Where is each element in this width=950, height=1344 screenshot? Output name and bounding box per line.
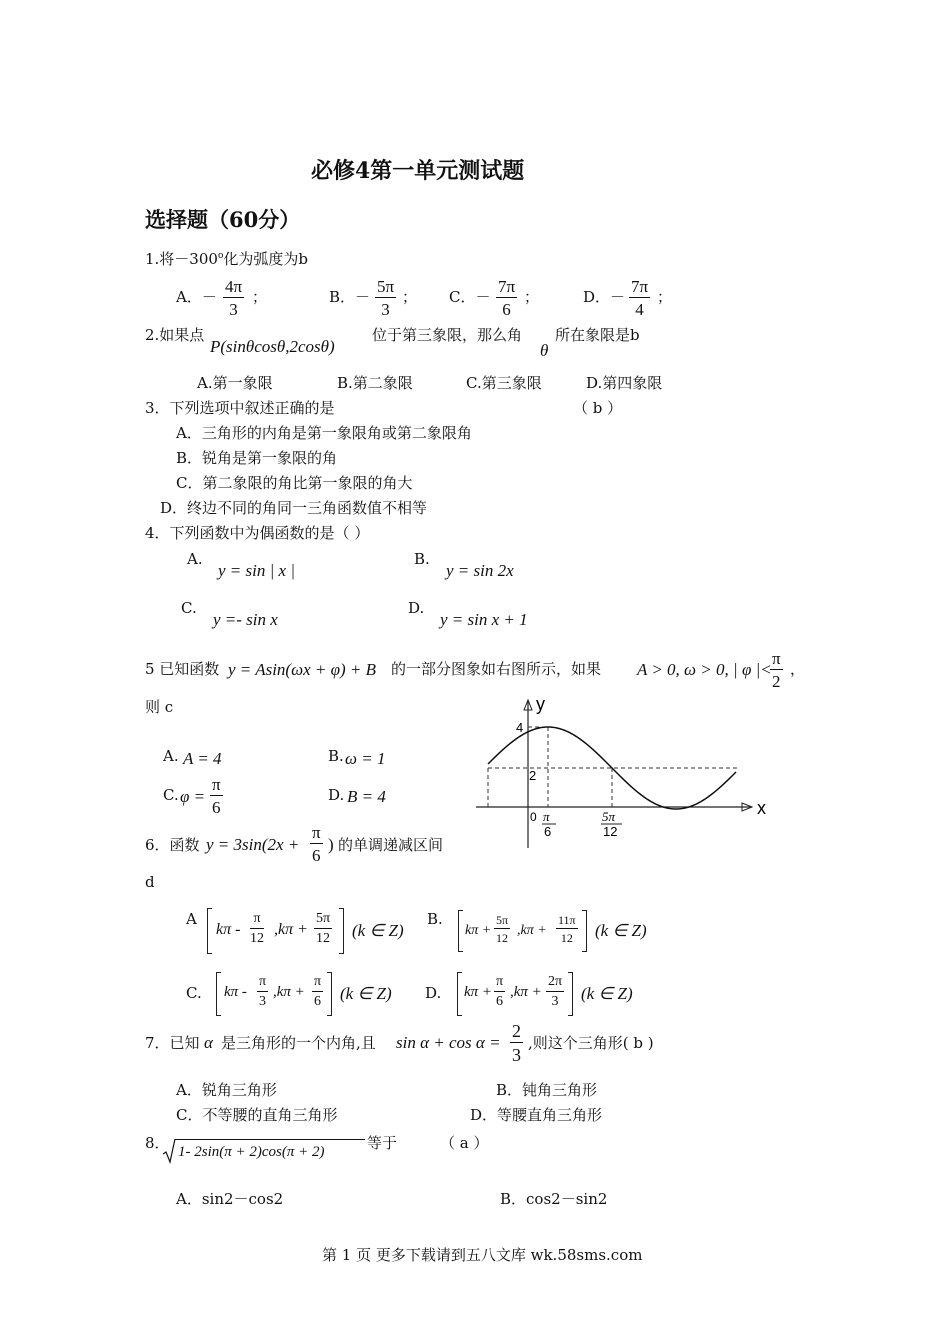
- option-c-label: C.: [181, 599, 197, 617]
- option-d-expr: B = 4: [347, 787, 386, 806]
- option-c-label: C.: [163, 786, 179, 804]
- semicolon: ；: [402, 288, 418, 306]
- fraction: $\frac{\pi}{6}$: [312, 823, 321, 865]
- condition-expression: A > 0, ω > 0, | φ |<: [637, 660, 772, 679]
- question-5-line2: 则 c: [145, 698, 174, 716]
- fraction: $\frac{\pi}{6}$: [314, 974, 322, 1009]
- interval-c-right: ,kπ +: [273, 984, 305, 1000]
- question-1-stem: 1.将$-300^o$化为弧度为b: [145, 250, 308, 268]
- theta-symbol: θ: [540, 341, 549, 360]
- question-7-stem-b: 是三角形的一个内角,且: [221, 1034, 376, 1052]
- fraction: $\frac{7\pi}{4}$: [631, 277, 649, 319]
- question-3-answer: （ b ）: [573, 399, 623, 417]
- x-axis-label: x: [757, 798, 766, 818]
- interval-a-left: kπ -: [216, 921, 241, 938]
- option-b-label: B.: [427, 910, 443, 928]
- radical-sign: [162, 1138, 176, 1164]
- bracket-left: [207, 908, 212, 954]
- interval-d-left: kπ +: [464, 984, 493, 1000]
- function-expression: y = 3sin(2x +: [206, 835, 300, 854]
- fraction: $\frac{5\pi}{12}$: [496, 913, 509, 945]
- point-expression: P(sinθcosθ,2cosθ): [210, 337, 335, 356]
- alpha-symbol: α: [204, 1033, 213, 1052]
- option-b: B.第二象限: [337, 374, 413, 392]
- option-c: C．第二象限的角比第一象限的角大: [176, 474, 413, 492]
- option-a: A．sin2－cos2: [176, 1190, 284, 1208]
- bracket-right: [568, 972, 573, 1016]
- radicand: 1- 2sin(π + 2)cos(π + 2): [178, 1144, 325, 1160]
- tick-x-5pi12-den: 12: [603, 824, 618, 839]
- question-5-stem: 5 已知函数: [145, 660, 220, 678]
- question-2-stem: 2.如果点: [145, 326, 205, 344]
- function-expression: y = Asin(ωx + φ) + B: [228, 660, 377, 679]
- bracket-left: [216, 972, 221, 1016]
- fraction: $\frac{5\pi}{12}$: [316, 911, 331, 946]
- question-7-stem-c: ,则这个三角形( b ): [528, 1034, 654, 1052]
- option-c-label: C.: [186, 984, 202, 1002]
- question-8-stem: 8．: [145, 1134, 170, 1152]
- option-a-expr: y = sin | x |: [218, 561, 295, 580]
- y-axis-label: y: [536, 694, 545, 714]
- bracket-left: [458, 910, 463, 952]
- domain-note: (k ∈ Z): [581, 984, 633, 1003]
- question-6-stem-b: 的单调递减区间: [338, 836, 444, 854]
- domain-note: (k ∈ Z): [340, 984, 392, 1003]
- fraction: $\frac{\pi}{12}$: [250, 911, 264, 946]
- option-d-label: D.: [328, 786, 345, 804]
- option-d-expr: y = sin x + 1: [440, 610, 528, 629]
- question-7-stem: 7．已知: [145, 1034, 200, 1052]
- comma: ，: [790, 660, 806, 678]
- tick-x-pi6-den: 6: [544, 824, 552, 839]
- option-a: A．三角形的内角是第一象限角或第二象限角: [176, 424, 472, 442]
- question-3-stem: 3．下列选项中叙述正确的是: [145, 399, 335, 417]
- option-d: D.第四象限: [586, 374, 663, 392]
- option-c: C．不等腰的直角三角形: [176, 1106, 338, 1124]
- option-a-label: A: [186, 910, 197, 928]
- tick-x-5pi12-num: 5π: [602, 809, 616, 824]
- option-a-label: A.: [187, 550, 203, 568]
- domain-note: (k ∈ Z): [595, 921, 647, 940]
- page-title: 必修4第一单元测试题: [311, 158, 525, 184]
- option-d-label: D.: [425, 984, 442, 1002]
- paren-close: ): [328, 835, 334, 854]
- fraction: $\frac{4\pi}{3}$: [225, 277, 243, 319]
- option-b-expr: ω = 1: [345, 749, 386, 768]
- question-6-line2: d: [145, 873, 155, 891]
- bracket-right: [327, 972, 332, 1016]
- bracket-left: [457, 972, 462, 1016]
- option-b: B．－: [329, 288, 371, 306]
- option-b: B．锐角是第一象限的角: [176, 449, 338, 467]
- semicolon: ；: [657, 288, 673, 306]
- semicolon: ；: [252, 288, 268, 306]
- interval-a-right: ,kπ +: [274, 921, 308, 938]
- origin-label: 0: [530, 810, 537, 824]
- fraction: $\frac{2\pi}{3}$: [548, 974, 563, 1009]
- option-a: A.第一象限: [197, 374, 273, 392]
- option-b-label: B.: [328, 747, 344, 765]
- section-heading: 选择题（60分）: [145, 207, 301, 232]
- interval-b-left: kπ +: [465, 923, 492, 938]
- radical-bar: [175, 1139, 365, 1140]
- interval-c-left: kπ -: [224, 984, 247, 1000]
- tick-y-2: 2: [529, 768, 537, 783]
- fraction: $\frac{2}{3}$: [512, 1021, 521, 1065]
- option-a: A．锐角三角形: [176, 1081, 277, 1099]
- sum-expression: sin α + cos α =: [396, 1033, 501, 1052]
- option-d: D．等腰直角三角形: [470, 1106, 603, 1124]
- fraction: $\frac{\pi}{6}$: [212, 775, 221, 817]
- option-c-expr: y =- sin x: [213, 610, 278, 629]
- semicolon: ；: [524, 288, 540, 306]
- tick-y-4: 4: [516, 720, 524, 735]
- option-c: C．－: [449, 288, 491, 306]
- bracket-right: [339, 908, 344, 954]
- option-b: B．钝角三角形: [496, 1081, 598, 1099]
- fraction: $\frac{11\pi}{12}$: [558, 913, 576, 945]
- interval-b-right: ,kπ +: [517, 923, 547, 938]
- fraction: $\frac{5\pi}{3}$: [377, 277, 395, 319]
- page-footer: 第 1 页 更多下载请到五八文库 wk.58sms.com: [322, 1246, 643, 1264]
- option-a-expr: A = 4: [183, 749, 222, 768]
- fraction: $\frac{\pi}{2}$: [772, 649, 781, 691]
- sine-graph: [470, 690, 780, 850]
- fraction: $\frac{7\pi}{6}$: [498, 277, 516, 319]
- tick-x-pi6-num: π: [543, 809, 550, 824]
- question-4-stem: 4．下列函数中为偶函数的是（ ）: [145, 524, 370, 542]
- option-b: B．cos2－sin2: [500, 1190, 608, 1208]
- fraction: $\frac{\pi}{3}$: [259, 974, 267, 1009]
- interval-d-right: ,kπ +: [510, 984, 542, 1000]
- option-c: C.第三象限: [466, 374, 542, 392]
- option-d: D．－: [583, 288, 626, 306]
- question-5-stem-b: 的一部分图象如右图所示，如果: [391, 660, 602, 678]
- question-6-stem: 6．函数: [145, 836, 200, 854]
- bracket-right: [582, 910, 587, 952]
- question-8-tail: 等于: [367, 1134, 398, 1152]
- option-a-label: A.: [163, 747, 179, 765]
- option-b-label: B.: [414, 550, 430, 568]
- option-b-expr: y = sin 2x: [446, 561, 514, 580]
- question-8-answer: （ a ）: [440, 1134, 489, 1152]
- option-d: D．终边不同的角同一三角函数值不相等: [160, 499, 428, 517]
- option-d-label: D.: [408, 599, 425, 617]
- domain-note: (k ∈ Z): [352, 921, 404, 940]
- question-2-stem-b: 位于第三象限，那么角: [372, 326, 523, 344]
- option-c-expr: φ =: [180, 787, 206, 806]
- question-2-stem-c: 所在象限是b: [555, 326, 640, 344]
- option-a: A．－: [176, 288, 217, 306]
- fraction: $\frac{\pi}{6}$: [496, 974, 504, 1009]
